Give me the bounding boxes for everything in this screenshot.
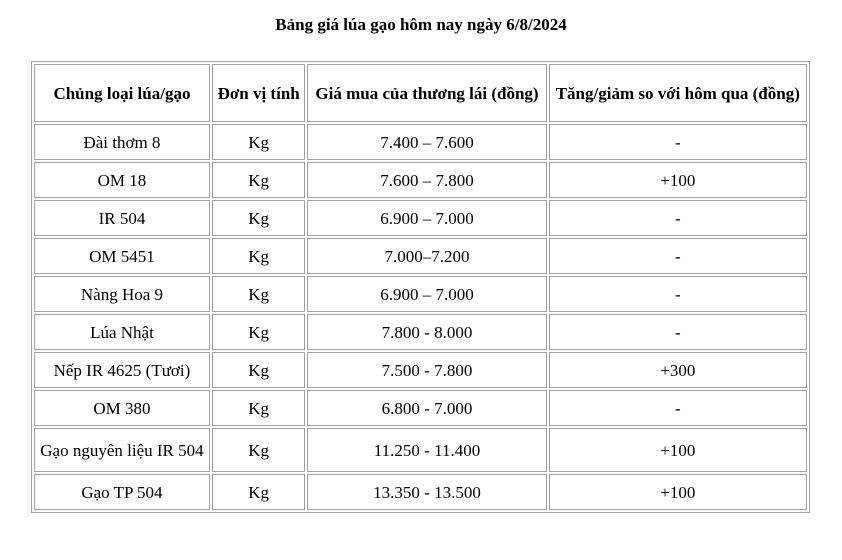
table-row: [34, 428, 807, 472]
header-unit: Đơn vị tính: [212, 64, 305, 122]
cell-unit: Kg: [212, 428, 305, 472]
cell-unit: Kg: [212, 352, 305, 388]
cell-variety: OM 5451: [34, 238, 210, 274]
cell-price: 6.900 – 7.000: [307, 276, 546, 312]
cell-variety: Lúa Nhật: [34, 314, 210, 350]
cell-variety: OM 18: [34, 162, 210, 198]
cell-change: +300: [549, 352, 807, 388]
cell-price: 6.800 - 7.000: [307, 390, 546, 426]
cell-change: -: [549, 238, 807, 274]
cell-price: 7.500 - 7.800: [307, 352, 546, 388]
cell-price: 11.250 - 11.400: [307, 428, 546, 472]
cell-change: -: [549, 390, 807, 426]
cell-change: -: [549, 200, 807, 236]
cell-variety: Gạo TP 504: [34, 474, 210, 510]
cell-change: -: [549, 314, 807, 350]
cell-unit: Kg: [212, 276, 305, 312]
table-row: [34, 200, 807, 236]
cell-change: -: [549, 276, 807, 312]
cell-variety: Nếp IR 4625 (Tươi): [34, 352, 210, 388]
cell-variety: OM 380: [34, 390, 210, 426]
cell-unit: Kg: [212, 474, 305, 510]
cell-variety: Gạo nguyên liệu IR 504: [34, 428, 210, 472]
header-variety: Chủng loại lúa/gạo: [34, 64, 210, 122]
page-title: Bảng giá lúa gạo hôm nay ngày 6/8/2024: [275, 15, 567, 34]
cell-unit: Kg: [212, 314, 305, 350]
header-buy-price: Giá mua của thương lái (đồng): [307, 64, 546, 122]
cell-unit: Kg: [212, 238, 305, 274]
cell-price: 7.000–7.200: [307, 238, 546, 274]
cell-unit: Kg: [212, 200, 305, 236]
table-row: [34, 276, 807, 312]
cell-price: 6.900 – 7.000: [307, 200, 546, 236]
table-row: [34, 124, 807, 160]
cell-price: 13.350 - 13.500: [307, 474, 546, 510]
cell-change: +100: [549, 474, 807, 510]
table-row: [34, 238, 807, 274]
cell-unit: Kg: [212, 162, 305, 198]
cell-price: 7.400 – 7.600: [307, 124, 546, 160]
cell-change: +100: [549, 162, 807, 198]
cell-change: +100: [549, 428, 807, 472]
cell-change: -: [549, 124, 807, 160]
cell-variety: Đài thơm 8: [34, 124, 210, 160]
cell-price: 7.800 - 8.000: [307, 314, 546, 350]
table-row: [34, 390, 807, 426]
cell-unit: Kg: [212, 390, 305, 426]
table-row: [34, 162, 807, 198]
table-row: [34, 474, 807, 510]
rice-price-table: [31, 61, 810, 513]
cell-unit: Kg: [212, 124, 305, 160]
table-row: [34, 314, 807, 350]
table-header-row: [34, 64, 807, 122]
cell-variety: IR 504: [34, 200, 210, 236]
header-change: Tăng/giảm so với hôm qua (đồng): [549, 64, 807, 122]
table-row: [34, 352, 807, 388]
cell-variety: Nàng Hoa 9: [34, 276, 210, 312]
cell-price: 7.600 – 7.800: [307, 162, 546, 198]
